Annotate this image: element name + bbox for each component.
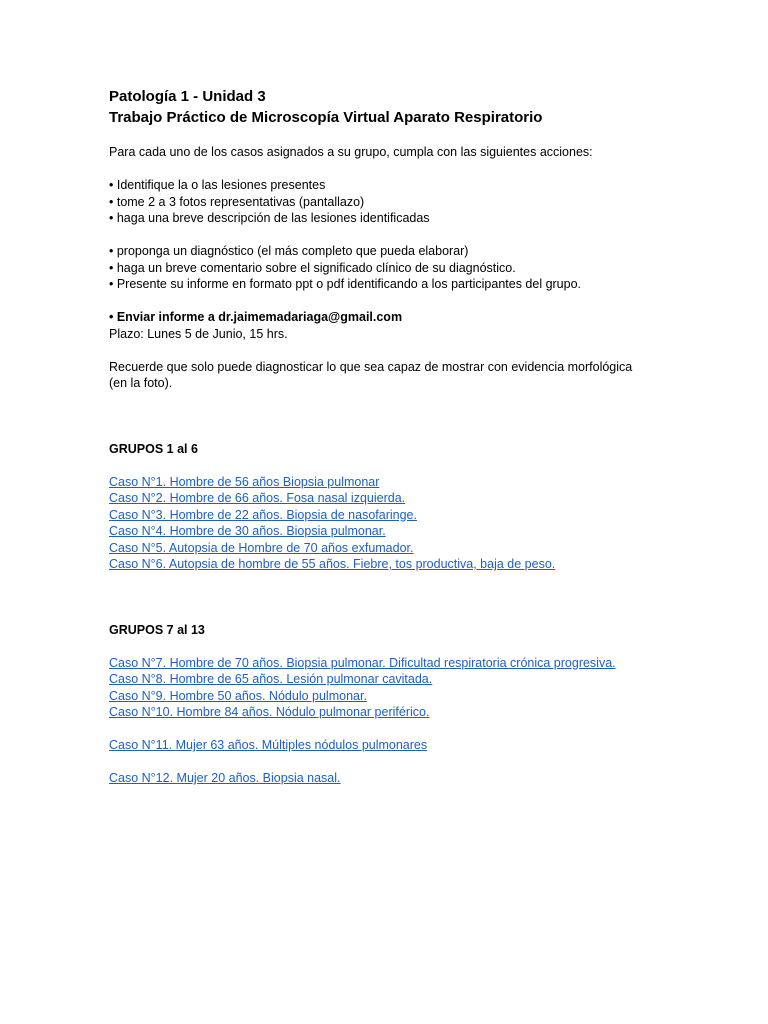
bullet-item: • proponga un diagnóstico (el más completo que pueda elaborar) [109,244,469,258]
bullet-item: • haga una breve descripción de las lesiones identificadas [109,211,430,225]
case-link-10[interactable]: Caso N°10. Hombre 84 años. Nódulo pulmonar periférico. [109,705,430,719]
case-link-1[interactable]: Caso N°1. Hombre de 56 años Biopsia pulmonar [109,474,380,489]
send-report-line: • Enviar informe a dr.jaimemadariaga@gmail.com [109,310,403,324]
case-link-5[interactable]: Caso N°5. Autopsia de Hombre de 70 años exfumador. [109,540,414,555]
case-link-8[interactable]: Caso N°8. Hombre de 65 años. Lesión pulmonar cavitada. [109,672,433,686]
case-link-3[interactable]: Caso N°3. Hombre de 22 años. Biopsia de nasofaringe. [109,507,417,522]
bullet-item: • haga un breve comentario sobre el significado clínico de su diagnóstico. [109,260,516,275]
bullet-item: • tome 2 a 3 fotos representativas (pantallazo) [109,194,365,209]
case-link-11[interactable]: Caso N°11. Mujer 63 años. Múltiples nódulos pulmonares [109,738,428,752]
bullet-item: • Identifique la o las lesiones presentes [109,178,326,192]
unit-title: Patología 1 - Unidad 3 [109,88,266,105]
case-link-7[interactable]: Caso N°7. Hombre de 70 años. Biopsia pulmonar. Dificultad respiratoria crónica progresiva. [109,655,616,670]
submission-info [109,309,709,342]
case-link-2[interactable]: Caso N°2. Hombre de 66 años. Fosa nasal izquierda. [109,491,406,505]
reminder-text [109,359,709,392]
case-link-4[interactable]: Caso N°4. Hombre de 30 años. Biopsia pulmonar. [109,524,386,538]
bullet-list-actions [109,177,709,227]
practical-title: Trabajo Práctico de Microscopía Virtual Aparato Respiratorio [109,109,543,126]
document-page [109,86,709,787]
group-2-title: GRUPOS 7 al 13 [109,622,205,637]
reminder-line: (en la foto). [109,376,173,390]
bullet-item: • Presente su informe en formato ppt o pdf identificando a los participantes del grupo. [109,277,582,291]
case-link-9[interactable]: Caso N°9. Hombre 50 años. Nódulo pulmonar. [109,688,367,703]
group-2-case-list [109,655,709,787]
reminder-line: Recuerde que solo puede diagnosticar lo que sea capaz de mostrar con evidencia morfológica [109,359,633,374]
case-link-12[interactable]: Caso N°12. Mujer 20 años. Biopsia nasal. [109,771,341,785]
deadline-line: Plazo: Lunes 5 de Junio, 15 hrs. [109,326,288,341]
case-link-6[interactable]: Caso N°6. Autopsia de hombre de 55 años. Fiebre, tos productiva, baja de peso. [109,557,556,571]
group-1-title: GRUPOS 1 al 6 [109,441,198,456]
intro-text: Para cada uno de los casos asignados a su grupo, cumpla con las siguientes acciones: [109,145,593,159]
group-1-case-list [109,474,709,573]
bullet-list-diagnosis [109,243,709,293]
